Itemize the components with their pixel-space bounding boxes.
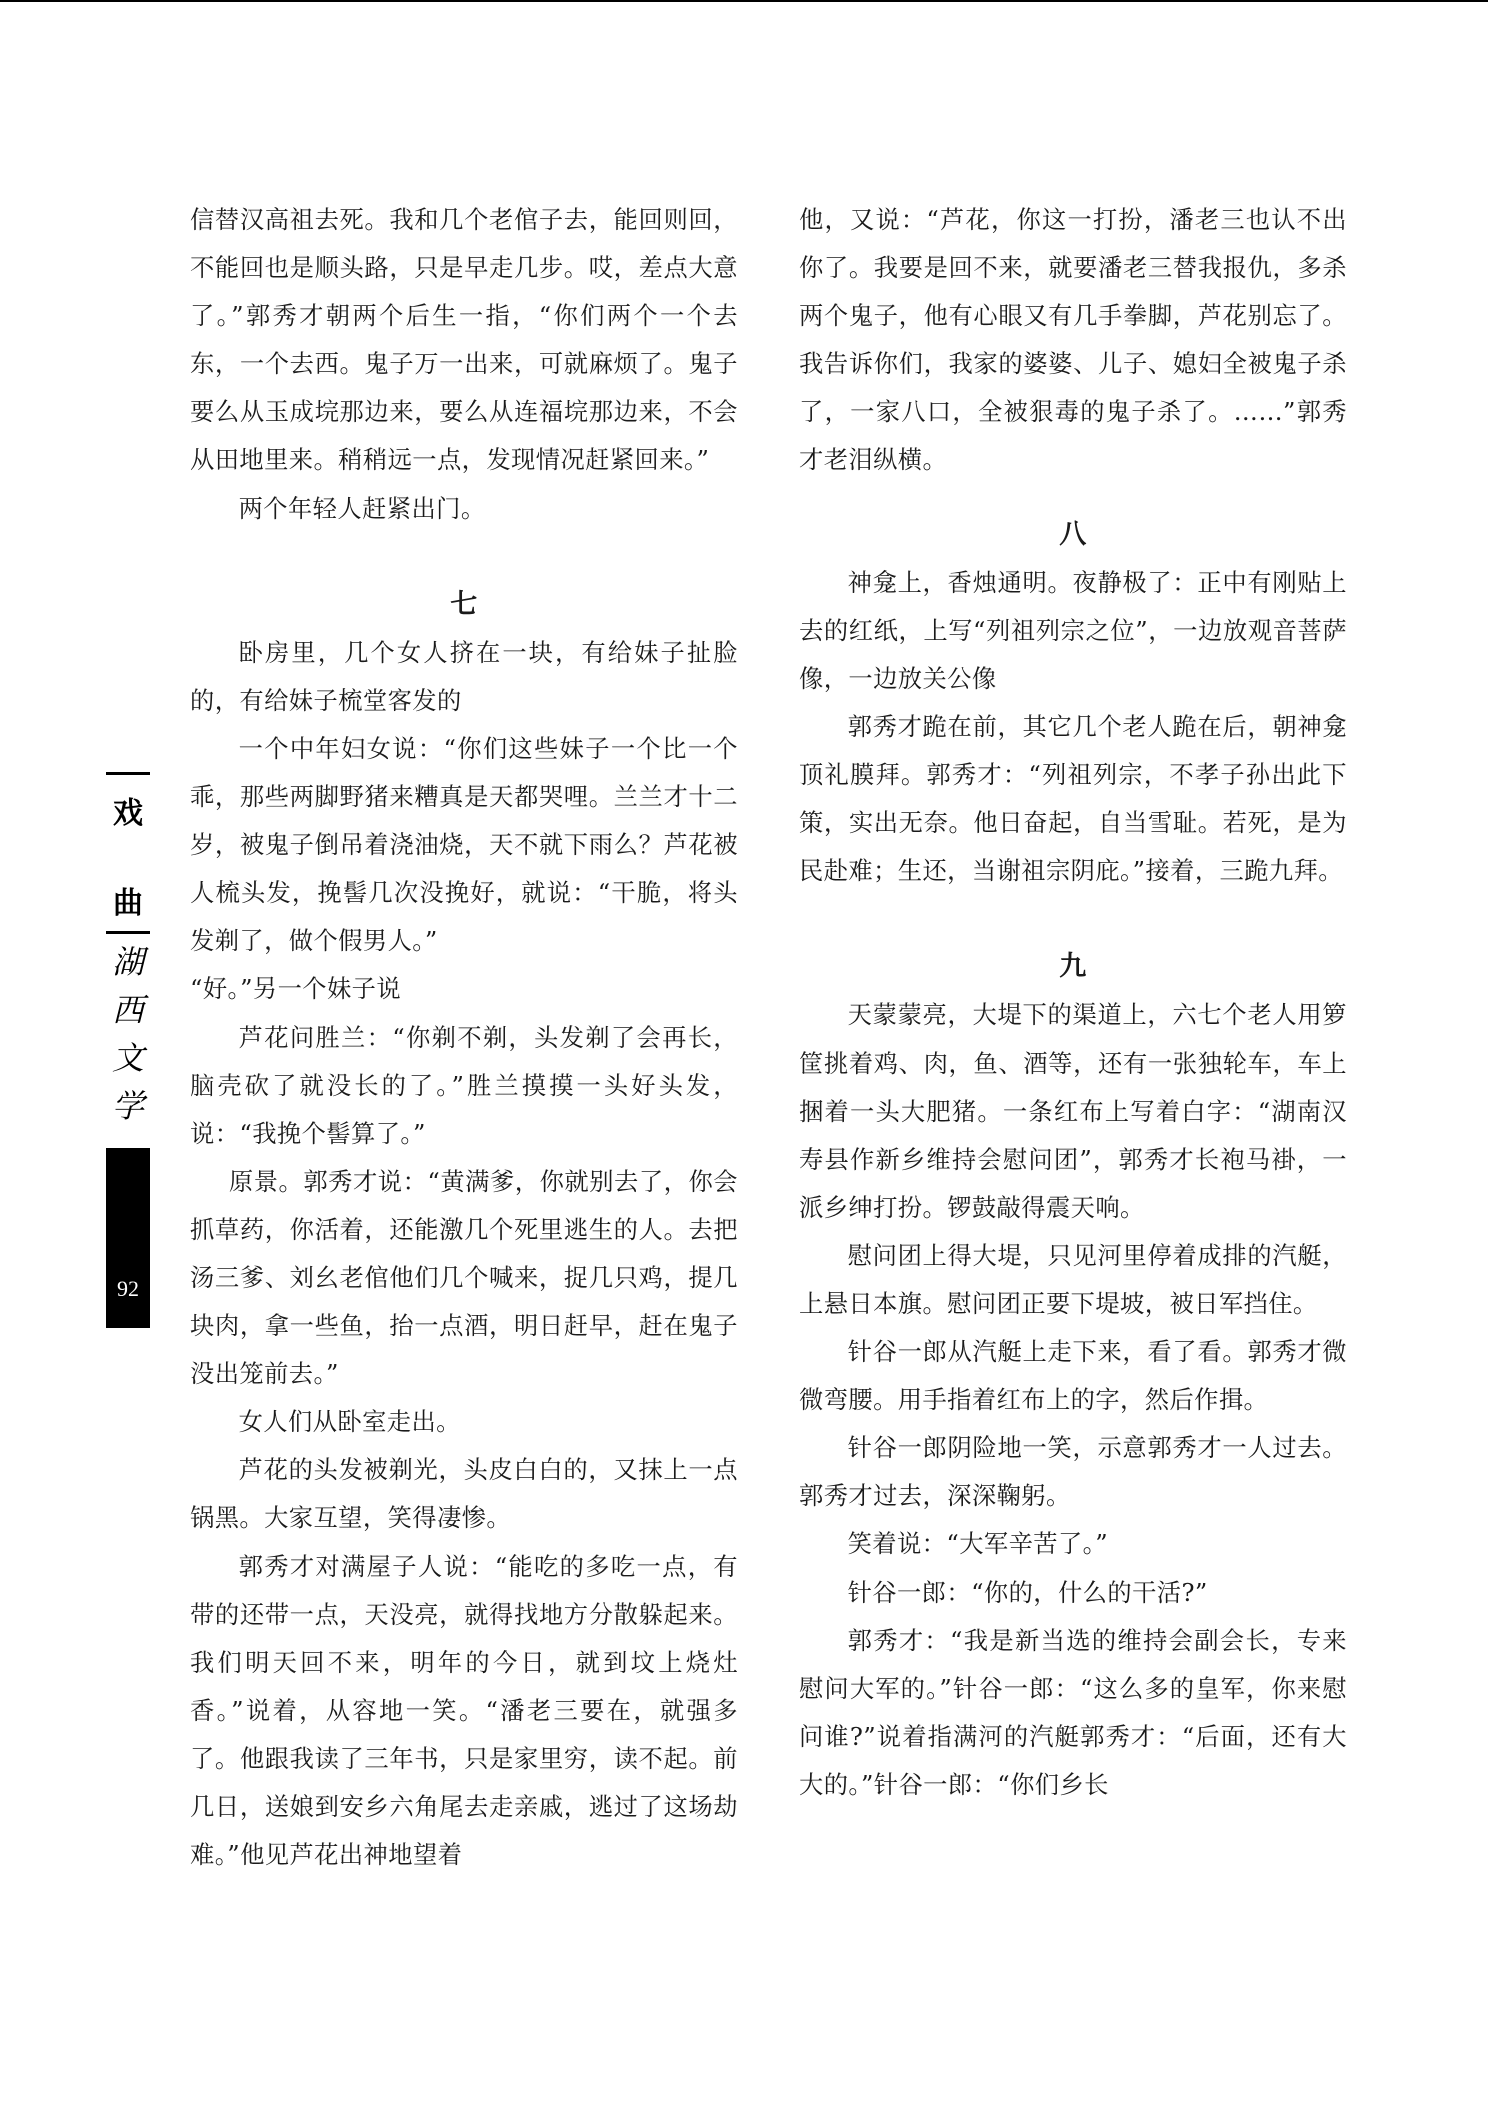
right-text-column (799, 196, 1347, 1809)
tab-divider (106, 772, 150, 775)
paragraph: 郭秀才对满屋子人说：“能吃的多吃一点，有带的还带一点，天没亮，就得找地方分散躲起来。我们明天回不来，明年的今日，就到坟上烧灶香。”说着，从容地一笑。“潘老三要在，就强多了。他跟我读了三年书，只是家里穷，读不起。前几日，送娘到安乡六角尾去走亲戚，逃过了这场劫难。”他见芦花出神地望着 (190, 1551, 738, 1870)
journal-name-char: 学 (111, 1087, 144, 1125)
spacer (190, 533, 738, 581)
section-heading: 七 (450, 588, 478, 620)
spacer (799, 485, 1347, 511)
section-label-char-1: 戏 (113, 796, 143, 831)
journal-name-char: 湖 (111, 943, 144, 981)
section-heading: 八 (1059, 518, 1087, 550)
section-side-tab (106, 772, 150, 1126)
paragraph: 一个中年妇女说：“你们这些妹子一个比一个乖，那些两脚野猪来糟真是天都哭哩。兰兰才十二岁，被鬼子倒吊着浇油烧，天不就下雨么？芦花被人梳头发，挽髻几次没挽好，就说：“干脆，将头发剃了，做个假男人。” (190, 733, 738, 956)
paragraph: 神龛上，香烛通明。夜静极了：正中有刚贴上去的红纸，上写“列祖列宗之位”，一边放观音菩萨像，一边放关公像 (799, 567, 1347, 693)
paragraph: 针谷一郎阴险地一笑，示意郭秀才一人过去。郭秀才过去，深深鞠躬。 (799, 1433, 1347, 1511)
page-number: 92 (106, 1148, 150, 1328)
section-label-char-2: 曲 (113, 886, 143, 921)
paragraph: 女人们从卧室走出。 (238, 1407, 461, 1437)
paragraph: 他，又说：“芦花，你这一打扮，潘老三也认不出你了。我要是回不来，就要潘老三替我报仇，多杀两个鬼子，他有心眼又有几手拳脚，芦花别忘了。我告诉你们，我家的婆婆、儿子、媳妇全被鬼子杀了，一家八口，全被狠毒的鬼子杀了。……”郭秀才老泪纵横。 (799, 205, 1347, 475)
paragraph: 笑着说：“大军辛苦了。” (847, 1529, 1109, 1559)
left-text-column (190, 196, 738, 1879)
paragraph: 芦花问胜兰：“你剃不剃，头发剃了会再长，脑壳砍了就没长的了。”胜兰摸摸一头好头发，说：“我挽个髻算了。” (190, 1022, 738, 1148)
journal-name-char: 文 (111, 1039, 144, 1077)
paragraph: 针谷一郎：“你的，什么的干活?” (847, 1577, 1208, 1607)
top-border-line (0, 0, 1488, 2)
paragraph: 慰问团上得大堤，只见河里停着成排的汽艇，上悬日本旗。慰问团正要下堤坡，被日军挡住。 (799, 1240, 1347, 1318)
paragraph: 两个年轻人赶紧出门。 (238, 493, 486, 523)
spacer (799, 895, 1347, 943)
paragraph: 针谷一郎从汽艇上走下来，看了看。郭秀才微微弯腰。用手指着红布上的字，然后作揖。 (799, 1337, 1347, 1415)
paragraph: 芦花的头发被剃光，头皮白白的，又抹上一点锅黑。大家互望，笑得凄惨。 (190, 1455, 738, 1533)
tab-divider (106, 931, 150, 934)
paragraph: 天蒙蒙亮，大堤下的渠道上，六七个老人用箩筐挑着鸡、肉，鱼、酒等，还有一张独轮车，车上捆着一头大肥猪。一条红布上写着白字：“湖南汉寿县作新乡维持会慰问团”，郭秀才长袍马褂，一派乡绅打扮。锣鼓敲得震天响。 (799, 1000, 1347, 1222)
journal-name-char: 西 (111, 991, 144, 1029)
section-heading: 九 (1059, 951, 1087, 983)
paragraph: 郭秀才跪在前，其它几个老人跪在后，朝神龛顶礼膜拜。郭秀才：“列祖列宗，不孝子孙出此下策，实出无奈。他日奋起，自当雪耻。若死，是为民赴难；生还，当谢祖宗阴庇。”接着，三跪九拜。 (799, 711, 1347, 886)
paragraph: “好。”另一个妹子说 (190, 974, 402, 1004)
paragraph: 郭秀才：“我是新当选的维持会副会长，专来慰问大军的。”针谷一郎：“这么多的皇军，你来慰问谁?”说着指满河的汽艇郭秀才：“后面，还有大大的。”针谷一郎：“你们乡长 (799, 1625, 1347, 1799)
paragraph: 信替汉高祖去死。我和几个老倌子去，能回则回，不能回也是顺头路，只是早走几步。哎，差点大意了。”郭秀才朝两个后生一指，“你们两个一个去东，一个去西。鬼子万一出来，可就麻烦了。鬼子要么从玉成垸那边来，要么从连福垸那边来，不会从田地里来。稍稍远一点，发现情况赶紧回来。” (190, 205, 738, 475)
paragraph: 卧房里，几个女人挤在一块，有给妹子扯脸的，有给妹子梳堂客发的 (190, 637, 738, 715)
paragraph: 原景。郭秀才说：“黄满爹，你就别去了，你会抓草药，你活着，还能激几个死里逃生的人。去把汤三爹、刘幺老倌他们几个喊来，捉几只鸡，提几块肉，拿一些鱼，抬一点酒，明日赶早，赶在鬼子没出笼前去。” (190, 1166, 738, 1389)
